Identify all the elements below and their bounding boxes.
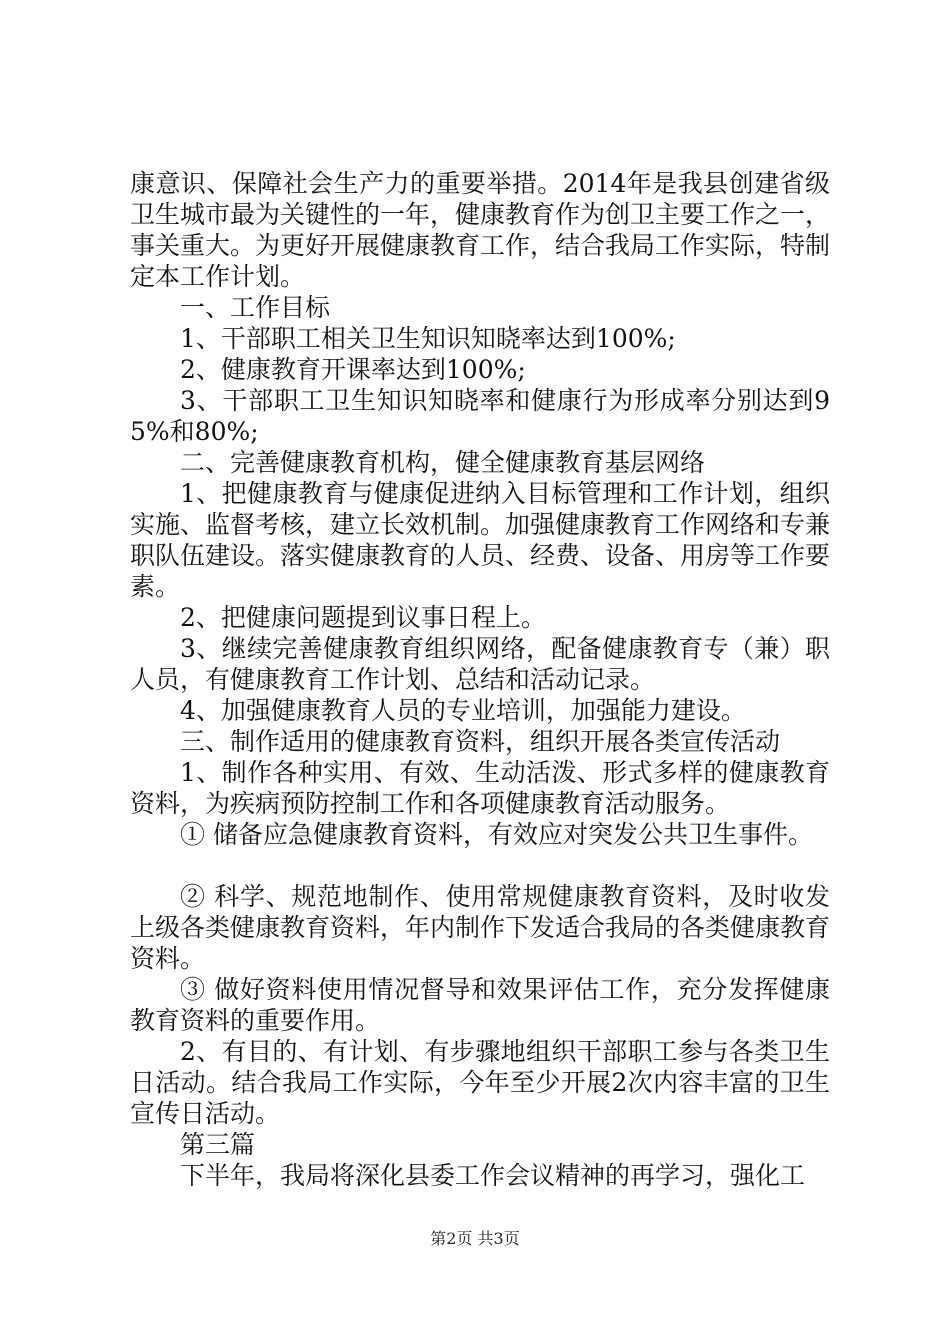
- paragraph-institution-1: 1、把健康教育与健康促进纳入目标管理和工作计划，组织实施、监督考核，建立长效机制。加强健康教育工作网络和专兼职队伍建设。落实健康教育的人员、经费、设备、用房等工作要素。: [130, 479, 831, 601]
- paragraph-goal-2: 2、健康教育开课率达到100%;: [180, 355, 526, 384]
- heading-materials: 三、制作适用的健康教育资料，组织开展各类宣传活动: [180, 727, 781, 756]
- paragraph-part-three-start: 下半年，我局将深化县委工作会议精神的再学习，强化工: [180, 1161, 806, 1190]
- paragraph-goal-1: 1、干部职工相关卫生知识知晓率达到100%;: [180, 324, 676, 353]
- paragraph-institution-3: 3、继续完善健康教育组织网络，配备健康教育专（兼）职人员，有健康教育工作计划、总结和活动记录。: [130, 634, 830, 694]
- document-body: [130, 168, 830, 1191]
- paragraph-activities-2: 2、有目的、有计划、有步骤地组织干部职工参与各类卫生日活动。结合我局工作实际，今年至少开展2次内容丰富的卫生宣传日活动。: [130, 1037, 830, 1128]
- paragraph-institution-4: 4、加强健康教育人员的专业培训，加强能力建设。: [180, 696, 746, 725]
- heading-part-three: 第三篇: [180, 1130, 256, 1159]
- paragraph-goal-3: 3、干部职工卫生知识知晓率和健康行为形成率分别达到95%和80%;: [130, 386, 830, 446]
- paragraph-materials-item-1: ① 储备应急健康教育资料，有效应对突发公共卫生事件。: [180, 820, 813, 849]
- paragraph-materials-item-2: ② 科学、规范地制作、使用常规健康教育资料，及时收发上级各类健康教育资料，年内制作下发适合我局的各类健康教育资料。: [130, 882, 831, 973]
- paragraph-materials-item-3: ③ 做好资料使用情况督导和效果评估工作，充分发挥健康教育资料的重要作用。: [130, 975, 830, 1035]
- page-number-footer: 第2页 共3页: [430, 1229, 520, 1248]
- paragraph-intro: 康意识、保障社会生产力的重要举措。2014年是我县创建省级卫生城市最为关键性的一年，健康教育作为创卫主要工作之一，事关重大。为更好开展健康教育工作，结合我局工作实际，特制定本工作计划。: [130, 169, 831, 291]
- paragraph-materials-1: 1、制作各种实用、有效、生动活泼、形式多样的健康教育资料，为疾病预防控制工作和各项健康教育活动服务。: [130, 758, 830, 818]
- paragraph-institution-2: 2、把健康问题提到议事日程上。: [180, 603, 546, 632]
- heading-improve-institutions: 二、完善健康教育机构，健全健康教育基层网络: [180, 448, 706, 477]
- heading-work-goals: 一、工作目标: [180, 293, 331, 322]
- paragraph-spacer: [130, 850, 830, 881]
